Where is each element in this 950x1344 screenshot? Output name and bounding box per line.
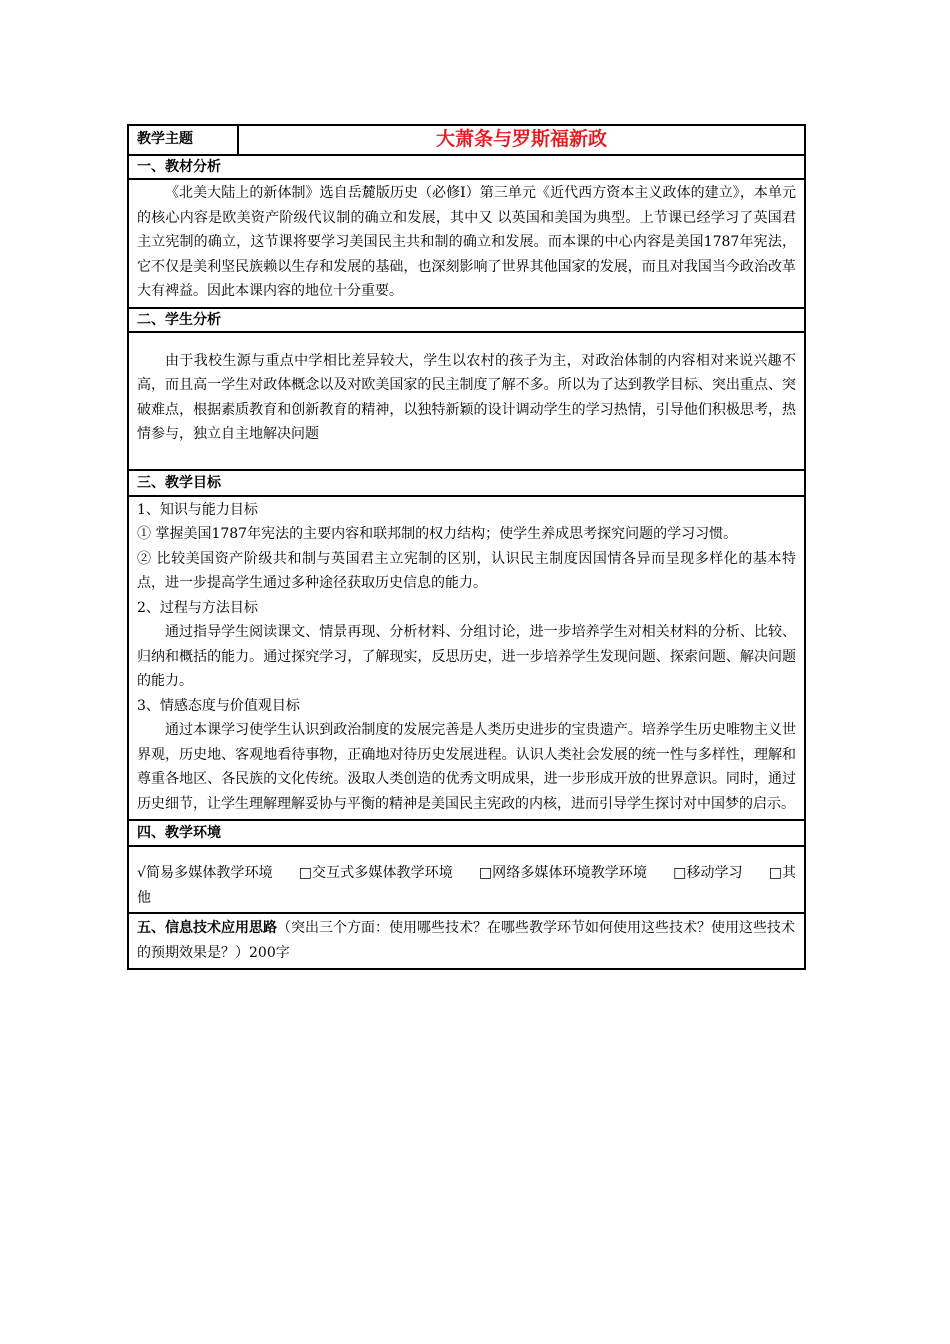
env-option-network[interactable]: □网络多媒体环境教学环境 [478, 865, 648, 881]
section-5 [129, 912, 804, 968]
goal-1-item-a: ① 掌握美国1787年宪法的主要内容和联邦制的权力结构；使学生养成思考探究问题的学习习惯。 [137, 526, 738, 542]
textbook-analysis-text: 《北美大陆上的新体制》选自岳麓版历史（必修Ⅰ）第三单元《近代西方资本主义政体的建立》，本单元的核心内容是欧美资产阶级代议制的确立和发展，其中又 以英国和美国为典型。上节课已经学习了英国君主立宪制的确立，这节课将要学习美国民主共和制的确立和发展。而本课的中心内容是美国1787年宪法，它不仅是美利坚民族赖以生存和发展的基础，也深刻影响了世界其他国家的发展，而且对我国当今政治改革大有裨益。因此本课内容的地位十分重要。 [137, 185, 796, 299]
topic-label: 教学主题 [129, 126, 239, 154]
goal-1-item-b: ② 比较美国资产阶级共和制与英国君主立宪制的区别，认识民主制度因国情各异而呈现多样化的基本特点，进一步提高学生通过多种途径获取历史信息的能力。 [137, 550, 796, 591]
goal-2-text: 通过指导学生阅读课文、情景再现、分析材料、分组讨论，进一步培养学生对相关材料的分析、比较、归纳和概括的能力。通过探究学习，了解现实，反思历史，进一步培养学生发现问题、探索问题、解决问题的能力。 [137, 624, 796, 689]
student-analysis-text: 由于我校生源与重点中学相比差异较大，学生以农村的孩子为主，对政治体制的内容相对来说兴趣不高，而且高一学生对政体概念以及对欧美国家的民主制度了解不多。所以为了达到教学目标、突出重点、突破难点，根据素质教育和创新教育的精神，以独特新颖的设计调动学生的学习热情，引导他们积极思考，热情参与，独立自主地解决问题 [137, 352, 796, 442]
env-option-mobile[interactable]: □移动学习 [673, 865, 743, 881]
section-1-body [129, 178, 804, 307]
goal-3-text: 通过本课学习使学生认识到政治制度的发展完善是人类历史进步的宝贵遗产。培养学生历史唯物主义世界观，历史地、客观地看待事物，正确地对待历史发展进程。认识人类社会发展的统一性与多样性，理解和尊重各地区、各民族的文化传统。汲取人类创造的优秀文明成果，进一步形成开放的世界意识。同时，通过历史细节，让学生理解理解妥协与平衡的精神是美国民主宪政的内核，进而引导学生探讨对中国梦的启示。 [137, 722, 796, 812]
section-3-body [129, 495, 804, 820]
section-5-text: （突出三个方面：使用哪些技术？在哪些教学环节如何使用这些技术？使用这些技术的预期效果是？）200字 [137, 920, 795, 961]
env-option-interactive[interactable]: □交互式多媒体教学环境 [298, 865, 453, 881]
section-4-body [129, 845, 804, 912]
goal-3-heading: 3、情感态度与价值观目标 [137, 697, 300, 714]
goal-2-heading: 2、过程与方法目标 [137, 599, 258, 616]
lesson-plan-table [127, 124, 806, 970]
goal-1-heading: 1、知识与能力目标 [137, 501, 258, 518]
section-1-heading: 一、教材分析 [129, 154, 804, 178]
topic-title: 大萧条与罗斯福新政 [435, 128, 607, 150]
section-2-body [129, 331, 804, 469]
section-4-heading: 四、教学环境 [129, 819, 804, 845]
topic-row [129, 126, 804, 154]
section-3-heading: 三、教学目标 [129, 469, 804, 495]
section-5-heading: 五、信息技术应用思路 [137, 920, 277, 936]
section-2-heading: 二、学生分析 [129, 307, 804, 331]
env-option-other[interactable]: □其他 [137, 865, 797, 906]
env-option-simple[interactable]: √简易多媒体教学环境 [137, 865, 273, 881]
